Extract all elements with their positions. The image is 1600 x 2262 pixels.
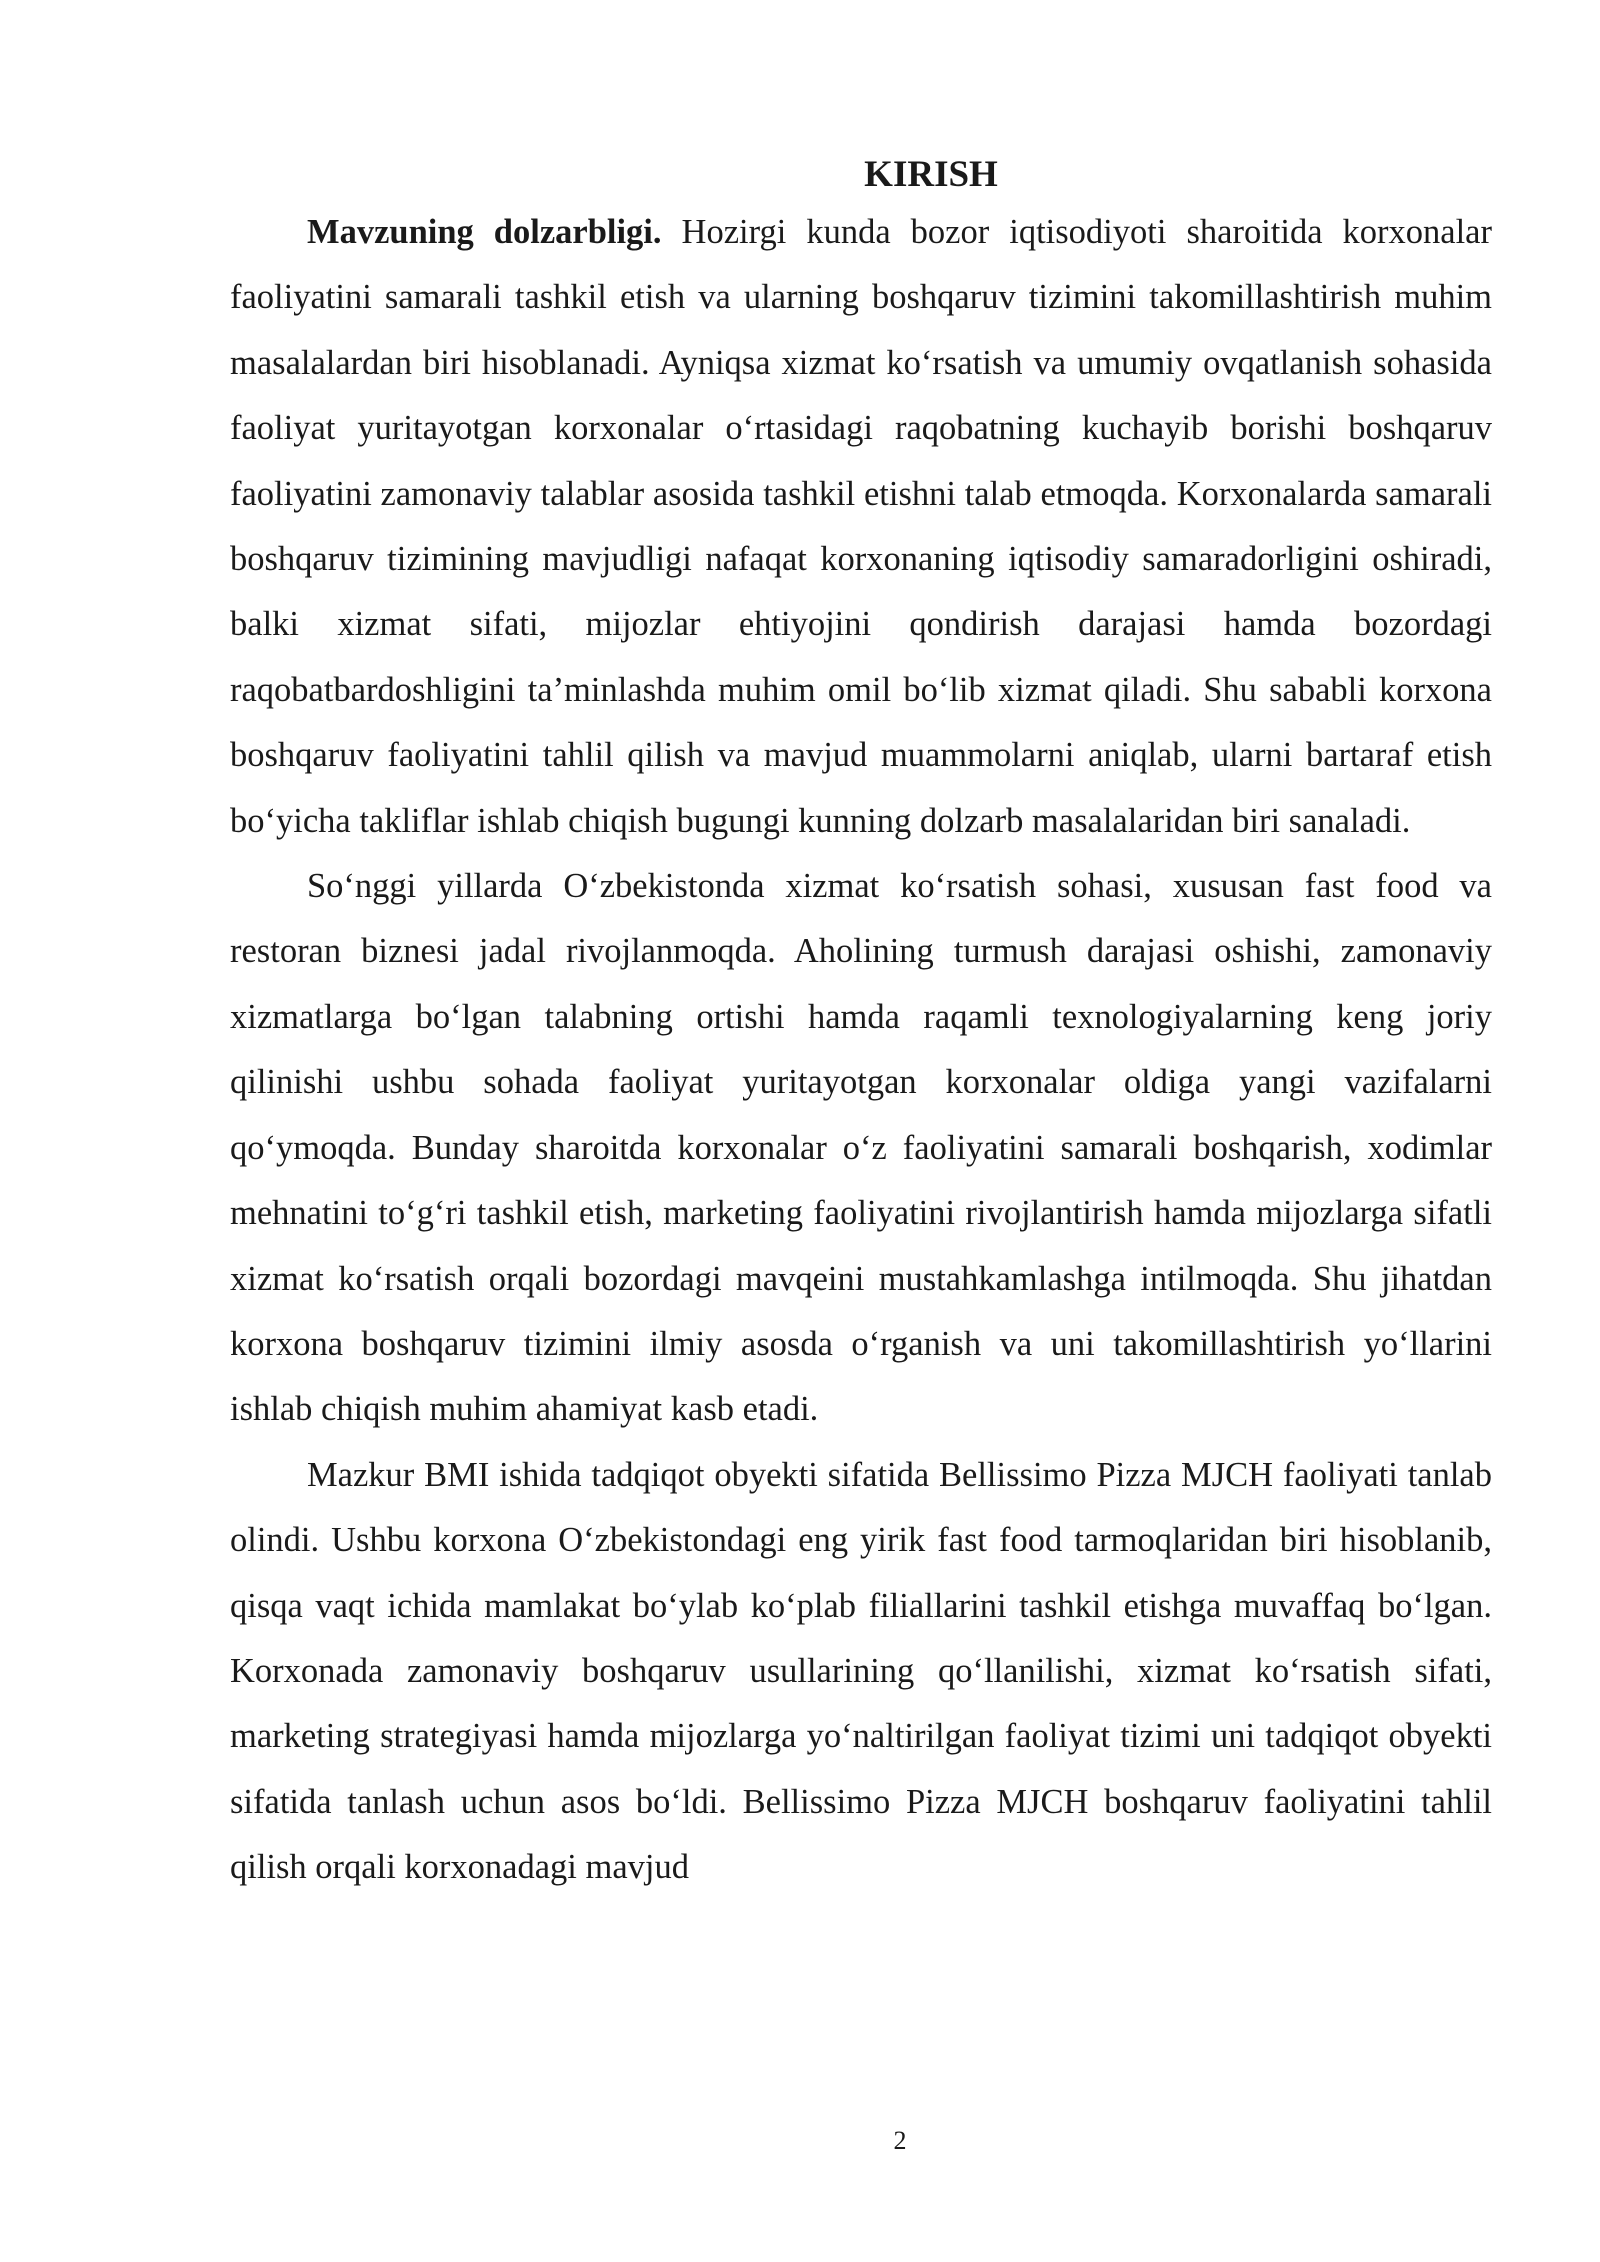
page-heading: KIRISH <box>864 154 998 195</box>
paragraph-research-object: Mazkur BMI ishida tadqiqot obyekti sifatida Bellissimo Pizza MJCH faoliyati tanlab olindi. Ushbu korxona O‘zbekistondagi eng yirik fast food tarmoqlaridan biri hisoblanib, qisqa vaqt ichida mamlakat bo‘ylab ko‘plab filiallarini tashkil etishga muvaffaq bo‘lgan. Korxonada zamonaviy boshqaruv usullarining qo‘llanilishi, xizmat ko‘rsatish sifati, marketing strategiyasi hamda mijozlarga yo‘naltirilgan faoliyat tizimi uni tadqiqot obyekti sifatida tanlash uchun asos bo‘ldi. Bellissimo Pizza MJCH boshqaruv faoliyatini tahlil qilish orqali korxonadagi mavjud <box>230 1455 1492 1887</box>
paragraph-lead: Mavzuning dolzarbligi. <box>307 213 662 251</box>
paragraph-relevance <box>230 200 1492 854</box>
page-number: 2 <box>893 2126 907 2155</box>
page-content <box>230 150 1492 1901</box>
paragraph-sector-growth: So‘nggi yillarda O‘zbekistonda xizmat ko‘rsatish sohasi, xususan fast food va restoran biznesi jadal rivojlanmoqda. Aholining turmush darajasi oshishi, zamonaviy xizmatlarga bo‘lgan talabning ortishi hamda raqamli texnologiyalarning keng joriy qilinishi ushbu sohada faoliyat yuritayotgan korxonalar oldiga yangi vazifalarni qo‘ymoqda. Bunday sharoitda korxonalar o‘z faoliyatini samarali boshqarish, xodimlar mehnatini to‘g‘ri tashkil etish, marketing faoliyatini rivojlantirish hamda mijozlarga sifatli xizmat ko‘rsatish orqali bozordagi mavqeini mustahkamlashga intilmoqda. Shu jihatdan korxona boshqaruv tizimini ilmiy asosda o‘rganish va uni takomillashtirish yo‘llarini ishlab chiqish muhim ahamiyat kasb etadi. <box>230 867 1492 1429</box>
paragraph-text: Hozirgi kunda bozor iqtisodiyoti sharoitida korxonalar faoliyatini samarali tashkil etish va ularning boshqaruv tizimini takomillashtirish muhim masalalardan biri hisoblanadi. Ayniqsa xizmat ko‘rsatish va umumiy ovqatlanish sohasida faoliyat yuritayotgan korxonalar o‘rtasidagi raqobatning kuchayib borishi boshqaruv faoliyatini zamonaviy talablar asosida tashkil etishni talab etmoqda. Korxonalarda samarali boshqaruv tizimining mavjudligi nafaqat korxonaning iqtisodiy samaradorligini oshiradi, balki xizmat sifati, mijozlar ehtiyojini qondirish darajasi hamda bozordagi raqobatbardoshligini ta’minlashda muhim omil bo‘lib xizmat qiladi. Shu sababli korxona boshqaruv faoliyatini tahlil qilish va mavjud muammolarni aniqlab, ularni bartaraf etish bo‘yicha takliflar ishlab chiqish bugungi kunning dolzarb masalalaridan biri sanaladi. <box>230 213 1492 840</box>
